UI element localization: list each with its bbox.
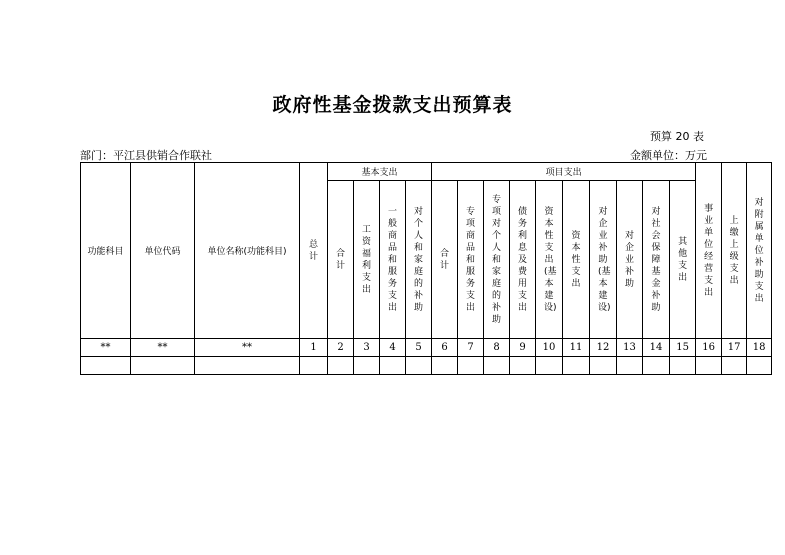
data-cell: [432, 357, 458, 375]
index-cell: 13: [617, 339, 643, 357]
data-cell: [563, 357, 590, 375]
header-unit-code: 单位代码: [131, 163, 195, 339]
index-cell: 15: [670, 339, 696, 357]
index-cell: 1: [300, 339, 328, 357]
department-label: 部门：平江县供销合作联社: [80, 149, 212, 162]
data-cell: [696, 357, 722, 375]
header-total: 总计: [300, 163, 328, 339]
data-cell: [643, 357, 670, 375]
index-cell: 14: [643, 339, 670, 357]
form-number: 预算 20 表: [650, 130, 704, 143]
index-cell: **: [81, 339, 131, 357]
index-cell: 11: [563, 339, 590, 357]
header-project-group: 项目支出: [432, 163, 696, 181]
header-enterprise: 对企业补助: [617, 181, 643, 339]
header-personal: 对个人和家庭的补助: [406, 181, 432, 339]
header-capital-basic: 资本性支出(基本建设): [536, 181, 563, 339]
header-special-goods: 专项商品和服务支出: [458, 181, 484, 339]
index-cell: 2: [328, 339, 354, 357]
index-cell: **: [195, 339, 300, 357]
index-cell: 5: [406, 339, 432, 357]
data-cell: [670, 357, 696, 375]
index-cell: 9: [510, 339, 536, 357]
header-other: 其他支出: [670, 181, 696, 339]
index-cell: **: [131, 339, 195, 357]
data-cell: [484, 357, 510, 375]
data-cell: [747, 357, 772, 375]
header-capital: 资本性支出: [563, 181, 590, 339]
header-unit-name: 单位名称(功能科目): [195, 163, 300, 339]
header-goods: 一般商品和服务支出: [380, 181, 406, 339]
data-cell: [380, 357, 406, 375]
header-basic-sum: 合计: [328, 181, 354, 339]
data-cell: [617, 357, 643, 375]
data-cell: [300, 357, 328, 375]
data-cell: [536, 357, 563, 375]
header-project-sum: 合计: [432, 181, 458, 339]
index-cell: 8: [484, 339, 510, 357]
data-cell: [81, 357, 131, 375]
index-cell: 16: [696, 339, 722, 357]
data-cell: [722, 357, 747, 375]
header-special-personal: 专项对个人和家庭的补助: [484, 181, 510, 339]
header-wages: 工资福利支出: [354, 181, 380, 339]
amount-unit-label: 金额单位：万元: [630, 149, 707, 162]
data-cell: [195, 357, 300, 375]
data-cell: [590, 357, 617, 375]
data-cell: [131, 357, 195, 375]
index-cell: 7: [458, 339, 484, 357]
empty-data-row: [81, 357, 772, 375]
header-subsidiary: 对附属单位补助支出: [747, 163, 772, 339]
budget-table: [80, 162, 772, 375]
index-cell: 3: [354, 339, 380, 357]
header-enterprise-basic: 对企业补助(基本建设): [590, 181, 617, 339]
index-row: [81, 339, 772, 357]
header-business: 事业单位经营支出: [696, 163, 722, 339]
header-debt: 债务利息及费用支出: [510, 181, 536, 339]
index-cell: 4: [380, 339, 406, 357]
page-title: 政府性基金拨款支出预算表: [272, 94, 513, 116]
data-cell: [510, 357, 536, 375]
data-cell: [328, 357, 354, 375]
header-basic-group: 基本支出: [328, 163, 432, 181]
data-cell: [354, 357, 380, 375]
data-cell: [406, 357, 432, 375]
data-cell: [458, 357, 484, 375]
header-func-subject: 功能科目: [81, 163, 131, 339]
index-cell: 10: [536, 339, 563, 357]
header-upper: 上缴上级支出: [722, 163, 747, 339]
header-social: 对社会保障基金补助: [643, 181, 670, 339]
index-cell: 6: [432, 339, 458, 357]
index-cell: 17: [722, 339, 747, 357]
header-row-1: [81, 163, 772, 181]
index-cell: 18: [747, 339, 772, 357]
index-cell: 12: [590, 339, 617, 357]
